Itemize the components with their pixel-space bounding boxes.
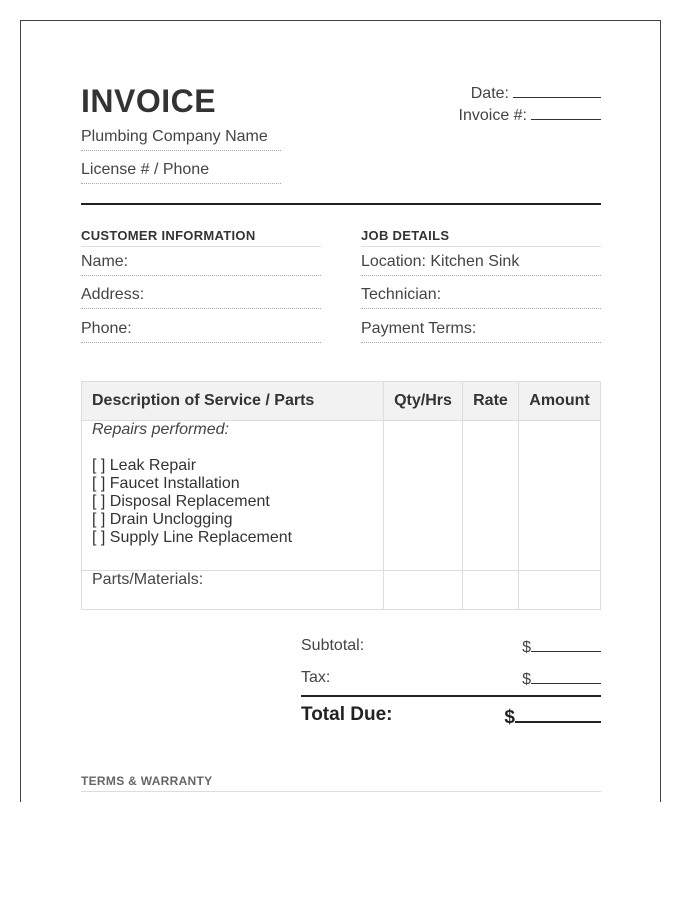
job-location-field: Location: Kitchen Sink: [361, 253, 601, 276]
invoice-title: INVOICE: [81, 83, 217, 119]
customer-name-field: Name:: [81, 253, 321, 276]
invoice-number-label: Invoice #:: [458, 107, 527, 124]
job-payment-terms-field: Payment Terms:: [361, 320, 601, 343]
job-technician-field: Technician:: [361, 286, 601, 309]
table-row: [82, 421, 601, 571]
tax-currency: $: [522, 671, 531, 688]
terms-warranty-heading: TERMS & WARRANTY: [81, 774, 601, 792]
table-header-row: [82, 382, 601, 421]
subtotal-value: [522, 637, 601, 657]
table-row: [82, 571, 601, 610]
repairs-cell: [82, 421, 384, 571]
repair-item-supply-line: [ ] Supply Line Replacement: [92, 529, 293, 546]
invoice-page: [20, 20, 661, 802]
parts-rate-cell: [462, 571, 518, 610]
date-label: Date:: [470, 85, 509, 102]
invoice-number-field: [459, 105, 601, 125]
license-phone-field: License # / Phone: [81, 161, 281, 184]
date-blank: [513, 83, 601, 98]
repair-item-faucet: [ ] Faucet Installation: [92, 475, 240, 492]
customer-phone-field: Phone:: [81, 320, 321, 343]
services-table: [81, 381, 601, 610]
tax-label: Tax:: [301, 669, 331, 686]
customer-info-heading: CUSTOMER INFORMATION: [81, 228, 321, 247]
repairs-title: Repairs performed:: [92, 421, 229, 438]
header-divider: [81, 203, 601, 205]
job-details-heading: JOB DETAILS: [361, 228, 601, 247]
rate-column-header: Rate: [462, 382, 518, 421]
subtotal-currency: $: [522, 639, 531, 656]
amount-column-header: Amount: [518, 382, 600, 421]
parts-qty-cell: [384, 571, 463, 610]
repair-item-disposal: [ ] Disposal Replacement: [92, 493, 270, 510]
subtotal-blank: [531, 637, 601, 652]
company-name-field: Plumbing Company Name: [81, 128, 281, 151]
total-blank: [515, 704, 601, 723]
repairs-rate-cell: [462, 421, 518, 571]
repairs-amount-cell: [518, 421, 600, 571]
parts-materials-cell: Parts/Materials:: [82, 571, 384, 610]
tax-blank: [531, 669, 601, 684]
total-divider: [301, 695, 601, 697]
customer-address-field: Address:: [81, 286, 321, 309]
parts-amount-cell: [518, 571, 600, 610]
subtotal-label: Subtotal:: [301, 637, 365, 654]
invoice-number-blank: [531, 105, 601, 120]
total-currency: $: [504, 707, 515, 728]
description-column-header: Description of Service / Parts: [82, 382, 384, 421]
repair-item-leak: [ ] Leak Repair: [92, 457, 197, 474]
total-due-label: Total Due:: [301, 704, 393, 725]
date-field: [471, 83, 601, 103]
repairs-qty-cell: [384, 421, 463, 571]
repair-item-drain: [ ] Drain Unclogging: [92, 511, 233, 528]
qty-column-header: Qty/Hrs: [384, 382, 463, 421]
total-due-value: [504, 704, 601, 729]
tax-value: [522, 669, 601, 689]
